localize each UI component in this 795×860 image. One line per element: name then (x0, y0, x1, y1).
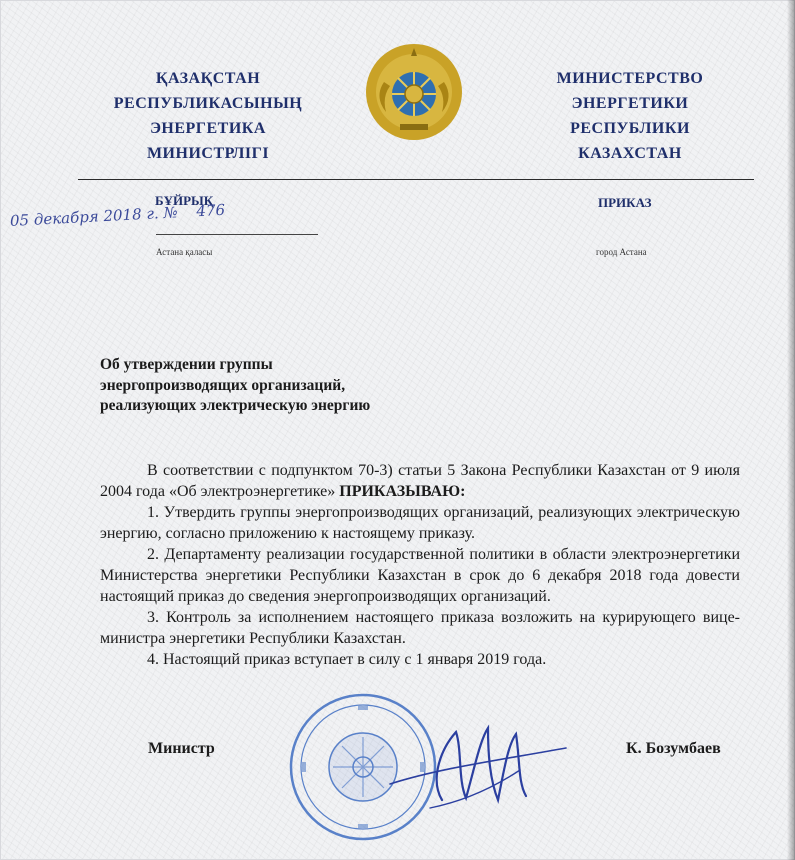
number-underline (156, 234, 318, 235)
state-emblem-icon (364, 42, 464, 142)
preamble: В соответствии с подпунктом 70-3) статьи 5 Закона Республики Казахстан от 9 июля 2004 года «Об электроэнергетике» ПРИКАЗЫВАЮ: (100, 462, 740, 500)
order-item-2: 2. Департаменту реализации государственной политики в области электроэнергетики Министерства энергетики Республики Казахстан в срок до 6 декабря 2018 года довести настоящий приказ до сведения энергопроизводящих организаций. (100, 546, 740, 605)
ministry-name-ru: МИНИСТЕРСТВО ЭНЕРГЕТИКИ РЕСПУБЛИКИ КАЗАХСТАН (556, 70, 704, 162)
order-body (100, 460, 740, 670)
doc-type-kz: БҰЙРЫҚ (155, 193, 214, 208)
handwritten-date: 05 декабря 2018 г. (9, 204, 160, 230)
order-keyword: ПРИКАЗЫВАЮ: (339, 483, 466, 500)
signer-name: К. Бозумбаев (626, 740, 721, 757)
order-item-4: 4. Настоящий приказ вступает в силу с 1 января 2019 года. (147, 651, 547, 668)
order-item-1: 1. Утвердить группы энергопроизводящих организаций, реализующих электрическую энергию, согласно приложению к настоящему приказу. (100, 504, 740, 542)
city-ru: город Астана (596, 247, 647, 257)
number-prefix: № (162, 203, 179, 222)
signer-title: Министр (148, 740, 215, 757)
page-edge-shadow (787, 0, 795, 860)
order-item-3: 3. Контроль за исполнением настоящего приказа возложить на курирующего вице-министра энергетики Республики Казахстан. (100, 609, 740, 647)
handwritten-signature-icon (370, 710, 570, 820)
handwritten-number: 476 (195, 200, 226, 221)
ministry-name-kz: ҚАЗАҚСТАН РЕСПУБЛИКАСЫНЫҢ ЭНЕРГЕТИКА МИНИСТРЛІГІ (113, 70, 303, 162)
header-divider (78, 179, 754, 180)
doc-type-ru: ПРИКАЗ (598, 195, 652, 210)
city-kz: Астана қаласы (156, 247, 213, 257)
order-title: Об утверждении группы энергопроизводящих организаций, реализующих электрическую энергию (100, 356, 371, 414)
